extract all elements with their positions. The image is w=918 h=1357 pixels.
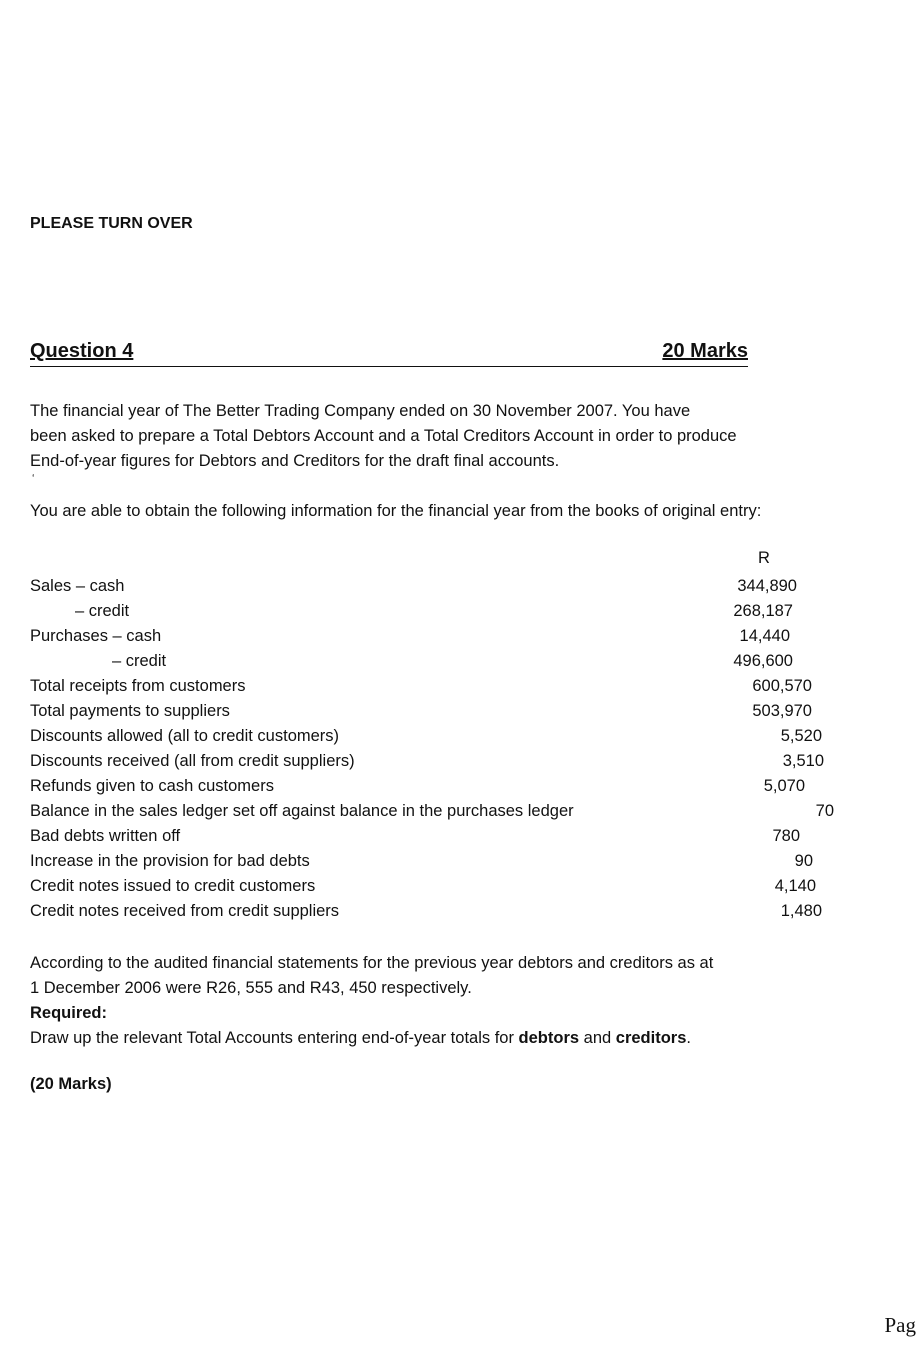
row-label: Bad debts written off <box>30 827 181 845</box>
row-value: 90 <box>794 852 813 870</box>
row-label: Increase in the provision for bad debts <box>30 852 310 870</box>
row-label: Discounts received (all from credit suppliers) <box>30 752 355 770</box>
required-debtors: debtors <box>518 1029 580 1047</box>
row-value: 3,510 <box>782 752 824 770</box>
row-value: 70 <box>815 802 834 820</box>
required-text <box>30 1026 713 1051</box>
lead-text: You are able to obtain the following information for the financial year from the books of original entry: <box>30 502 762 520</box>
row-label: Credit notes issued to credit customers <box>30 877 316 895</box>
row-label: Discounts allowed (all to credit customers) <box>30 727 340 745</box>
after-line: 1 December 2006 were R26, 555 and R43, 450 respectively. <box>30 979 472 997</box>
required-end: . <box>686 1029 691 1047</box>
row-value: 780 <box>772 827 800 845</box>
row-label: Purchases – cash <box>30 627 162 645</box>
intro-line: been asked to prepare a Total Debtors Account and a Total Creditors Account in order to produce <box>30 427 737 445</box>
row-label: Total receipts from customers <box>30 677 246 695</box>
intro-line: End-of-year figures for Debtors and Creditors for the draft final accounts. <box>30 452 560 470</box>
required-label: Required: <box>30 1004 108 1022</box>
required-creditors: creditors <box>615 1029 687 1047</box>
after-paragraph <box>30 951 713 1051</box>
intro-paragraph <box>30 399 737 474</box>
intro-line: The financial year of The Better Trading Company ended on 30 November 2007. You have <box>30 402 691 420</box>
currency-header: R <box>758 549 770 567</box>
row-label: Sales – cash <box>30 577 125 595</box>
please-turn-over: PLEASE TURN OVER <box>30 215 193 232</box>
row-value: 600,570 <box>752 677 812 695</box>
question-title: Question 4 <box>30 340 134 362</box>
question-header <box>30 340 748 367</box>
row-value: 268,187 <box>733 602 793 620</box>
row-value: 5,070 <box>763 777 805 795</box>
marks-note: (20 Marks) <box>30 1075 112 1093</box>
question-marks: 20 Marks <box>662 340 748 362</box>
after-line: According to the audited financial statements for the previous year debtors and creditors as at <box>30 954 714 972</box>
stray-mark: ʻ <box>32 473 35 485</box>
row-label: – credit <box>112 652 167 670</box>
row-value: 344,890 <box>737 577 797 595</box>
row-value: 1,480 <box>780 902 822 920</box>
row-label: Credit notes received from credit suppliers <box>30 902 340 920</box>
row-label: – credit <box>75 602 130 620</box>
row-label: Balance in the sales ledger set off against balance in the purchases ledger <box>30 802 574 820</box>
row-value: 14,440 <box>739 627 790 645</box>
row-value: 503,970 <box>752 702 812 720</box>
row-value: 4,140 <box>774 877 816 895</box>
row-label: Total payments to suppliers <box>30 702 230 720</box>
row-value: 496,600 <box>733 652 793 670</box>
page-footer: Pag <box>884 1313 916 1337</box>
required-pre: Draw up the relevant Total Accounts entering end-of-year totals for <box>30 1029 519 1047</box>
row-value: 5,520 <box>780 727 822 745</box>
required-mid: and <box>579 1029 616 1047</box>
row-label: Refunds given to cash customers <box>30 777 274 795</box>
